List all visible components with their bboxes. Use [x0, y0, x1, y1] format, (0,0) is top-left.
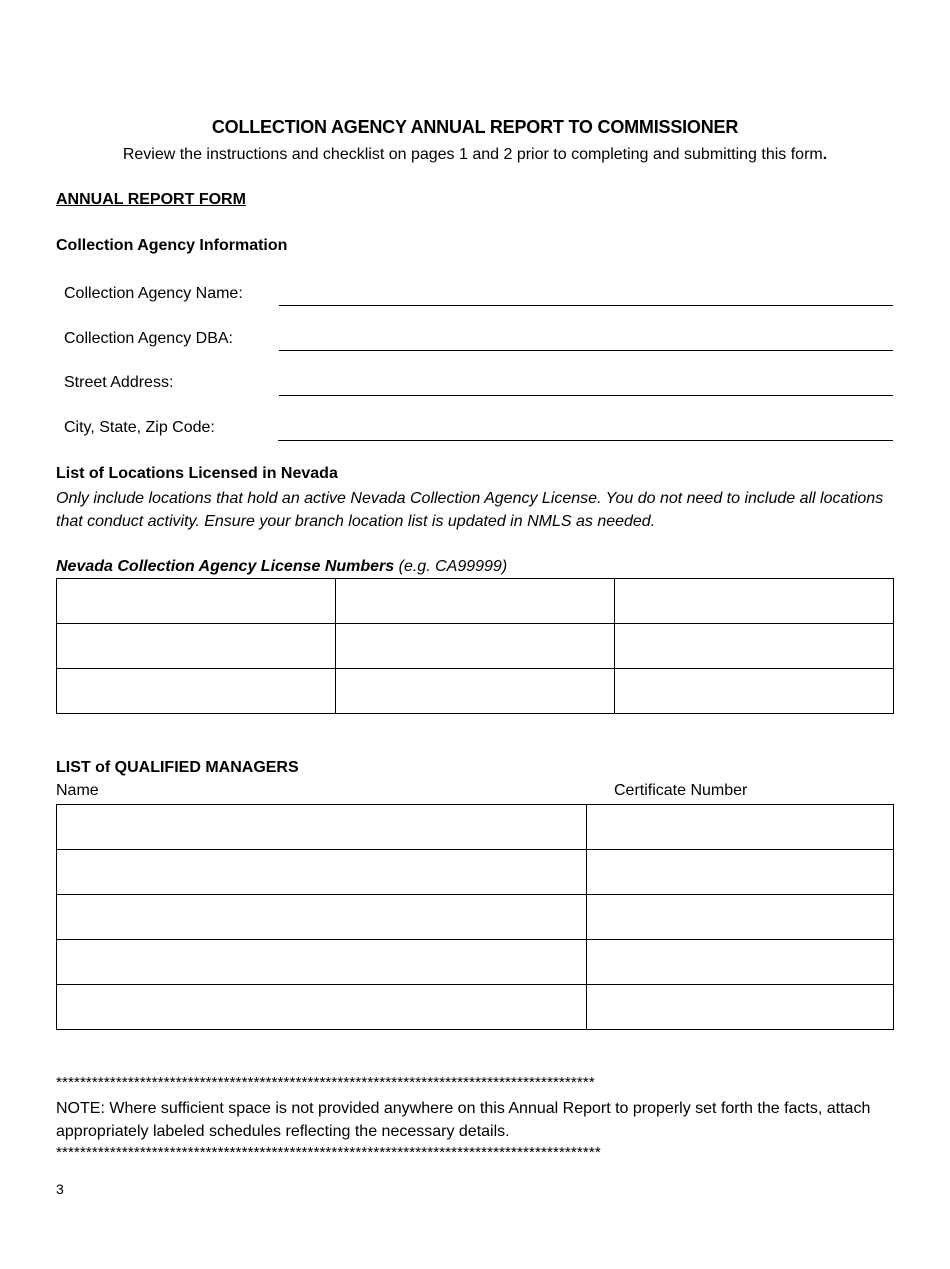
managers-table [56, 804, 894, 1030]
agency-dba-label: Collection Agency DBA: [64, 330, 233, 347]
city-state-zip-field[interactable] [278, 440, 893, 441]
manager-certificate-cell[interactable] [587, 985, 894, 1030]
license-cell[interactable] [615, 579, 894, 624]
table-row [57, 940, 894, 985]
license-cell[interactable] [336, 579, 615, 624]
separator-stars-bottom: ******************************************************************************************* [56, 1144, 601, 1161]
table-row [57, 669, 894, 714]
license-numbers-heading [56, 555, 507, 578]
page-title: COLLECTION AGENCY ANNUAL REPORT TO COMMISSIONER [211, 117, 739, 137]
manager-certificate-cell[interactable] [587, 940, 894, 985]
street-address-field[interactable] [279, 395, 893, 396]
agency-dba-field[interactable] [279, 350, 893, 351]
manager-certificate-cell[interactable] [587, 850, 894, 895]
agency-name-field[interactable] [279, 305, 893, 306]
note-text: NOTE: Where sufficient space is not provided anywhere on this Annual Report to properly set forth the facts, attach appropriately labeled schedules reflecting the necessary details. [56, 1100, 871, 1140]
license-numbers-table [56, 578, 894, 714]
manager-name-cell[interactable] [57, 985, 587, 1030]
city-state-zip-label: City, State, Zip Code: [64, 419, 215, 436]
license-cell[interactable] [336, 624, 615, 669]
license-numbers-example: (e.g. CA99999) [394, 558, 508, 575]
license-cell[interactable] [615, 624, 894, 669]
manager-name-cell[interactable] [57, 940, 587, 985]
section-title: ANNUAL REPORT FORM [56, 191, 246, 208]
manager-name-cell[interactable] [57, 850, 587, 895]
manager-name-cell[interactable] [57, 805, 587, 850]
table-row [57, 805, 894, 850]
managers-name-column-label: Name [56, 782, 99, 799]
separator-stars-top: ****************************************************************************************** [56, 1074, 595, 1091]
street-address-label: Street Address: [64, 374, 174, 391]
license-cell[interactable] [57, 624, 336, 669]
locations-heading: List of Locations Licensed in Nevada [56, 465, 338, 482]
manager-certificate-cell[interactable] [587, 805, 894, 850]
license-cell[interactable] [57, 669, 336, 714]
table-row [57, 895, 894, 940]
subtitle-text: Review the instructions and checklist on pages 1 and 2 prior to completing and submitting this form [122, 146, 823, 163]
license-cell[interactable] [57, 579, 336, 624]
manager-certificate-cell[interactable] [587, 895, 894, 940]
manager-name-cell[interactable] [57, 895, 587, 940]
table-row [57, 579, 894, 624]
table-row [57, 985, 894, 1030]
table-row [57, 850, 894, 895]
locations-instructions: Only include locations that hold an active Nevada Collection Agency License. You do not need to include all locations that conduct activity. Ensure your branch location list is updated in NMLS as needed. [56, 490, 884, 530]
license-cell[interactable] [336, 669, 615, 714]
page-number: 3 [56, 1181, 64, 1197]
agency-name-label: Collection Agency Name: [64, 285, 243, 302]
managers-heading: LIST of QUALIFIED MANAGERS [56, 759, 299, 776]
page-subtitle [0, 146, 950, 164]
license-numbers-title: Nevada Collection Agency License Numbers [56, 558, 395, 575]
agency-info-heading: Collection Agency Information [56, 237, 288, 254]
managers-certificate-column-label: Certificate Number [614, 782, 748, 799]
license-cell[interactable] [615, 669, 894, 714]
table-row [57, 624, 894, 669]
subtitle-period: . [822, 146, 828, 163]
